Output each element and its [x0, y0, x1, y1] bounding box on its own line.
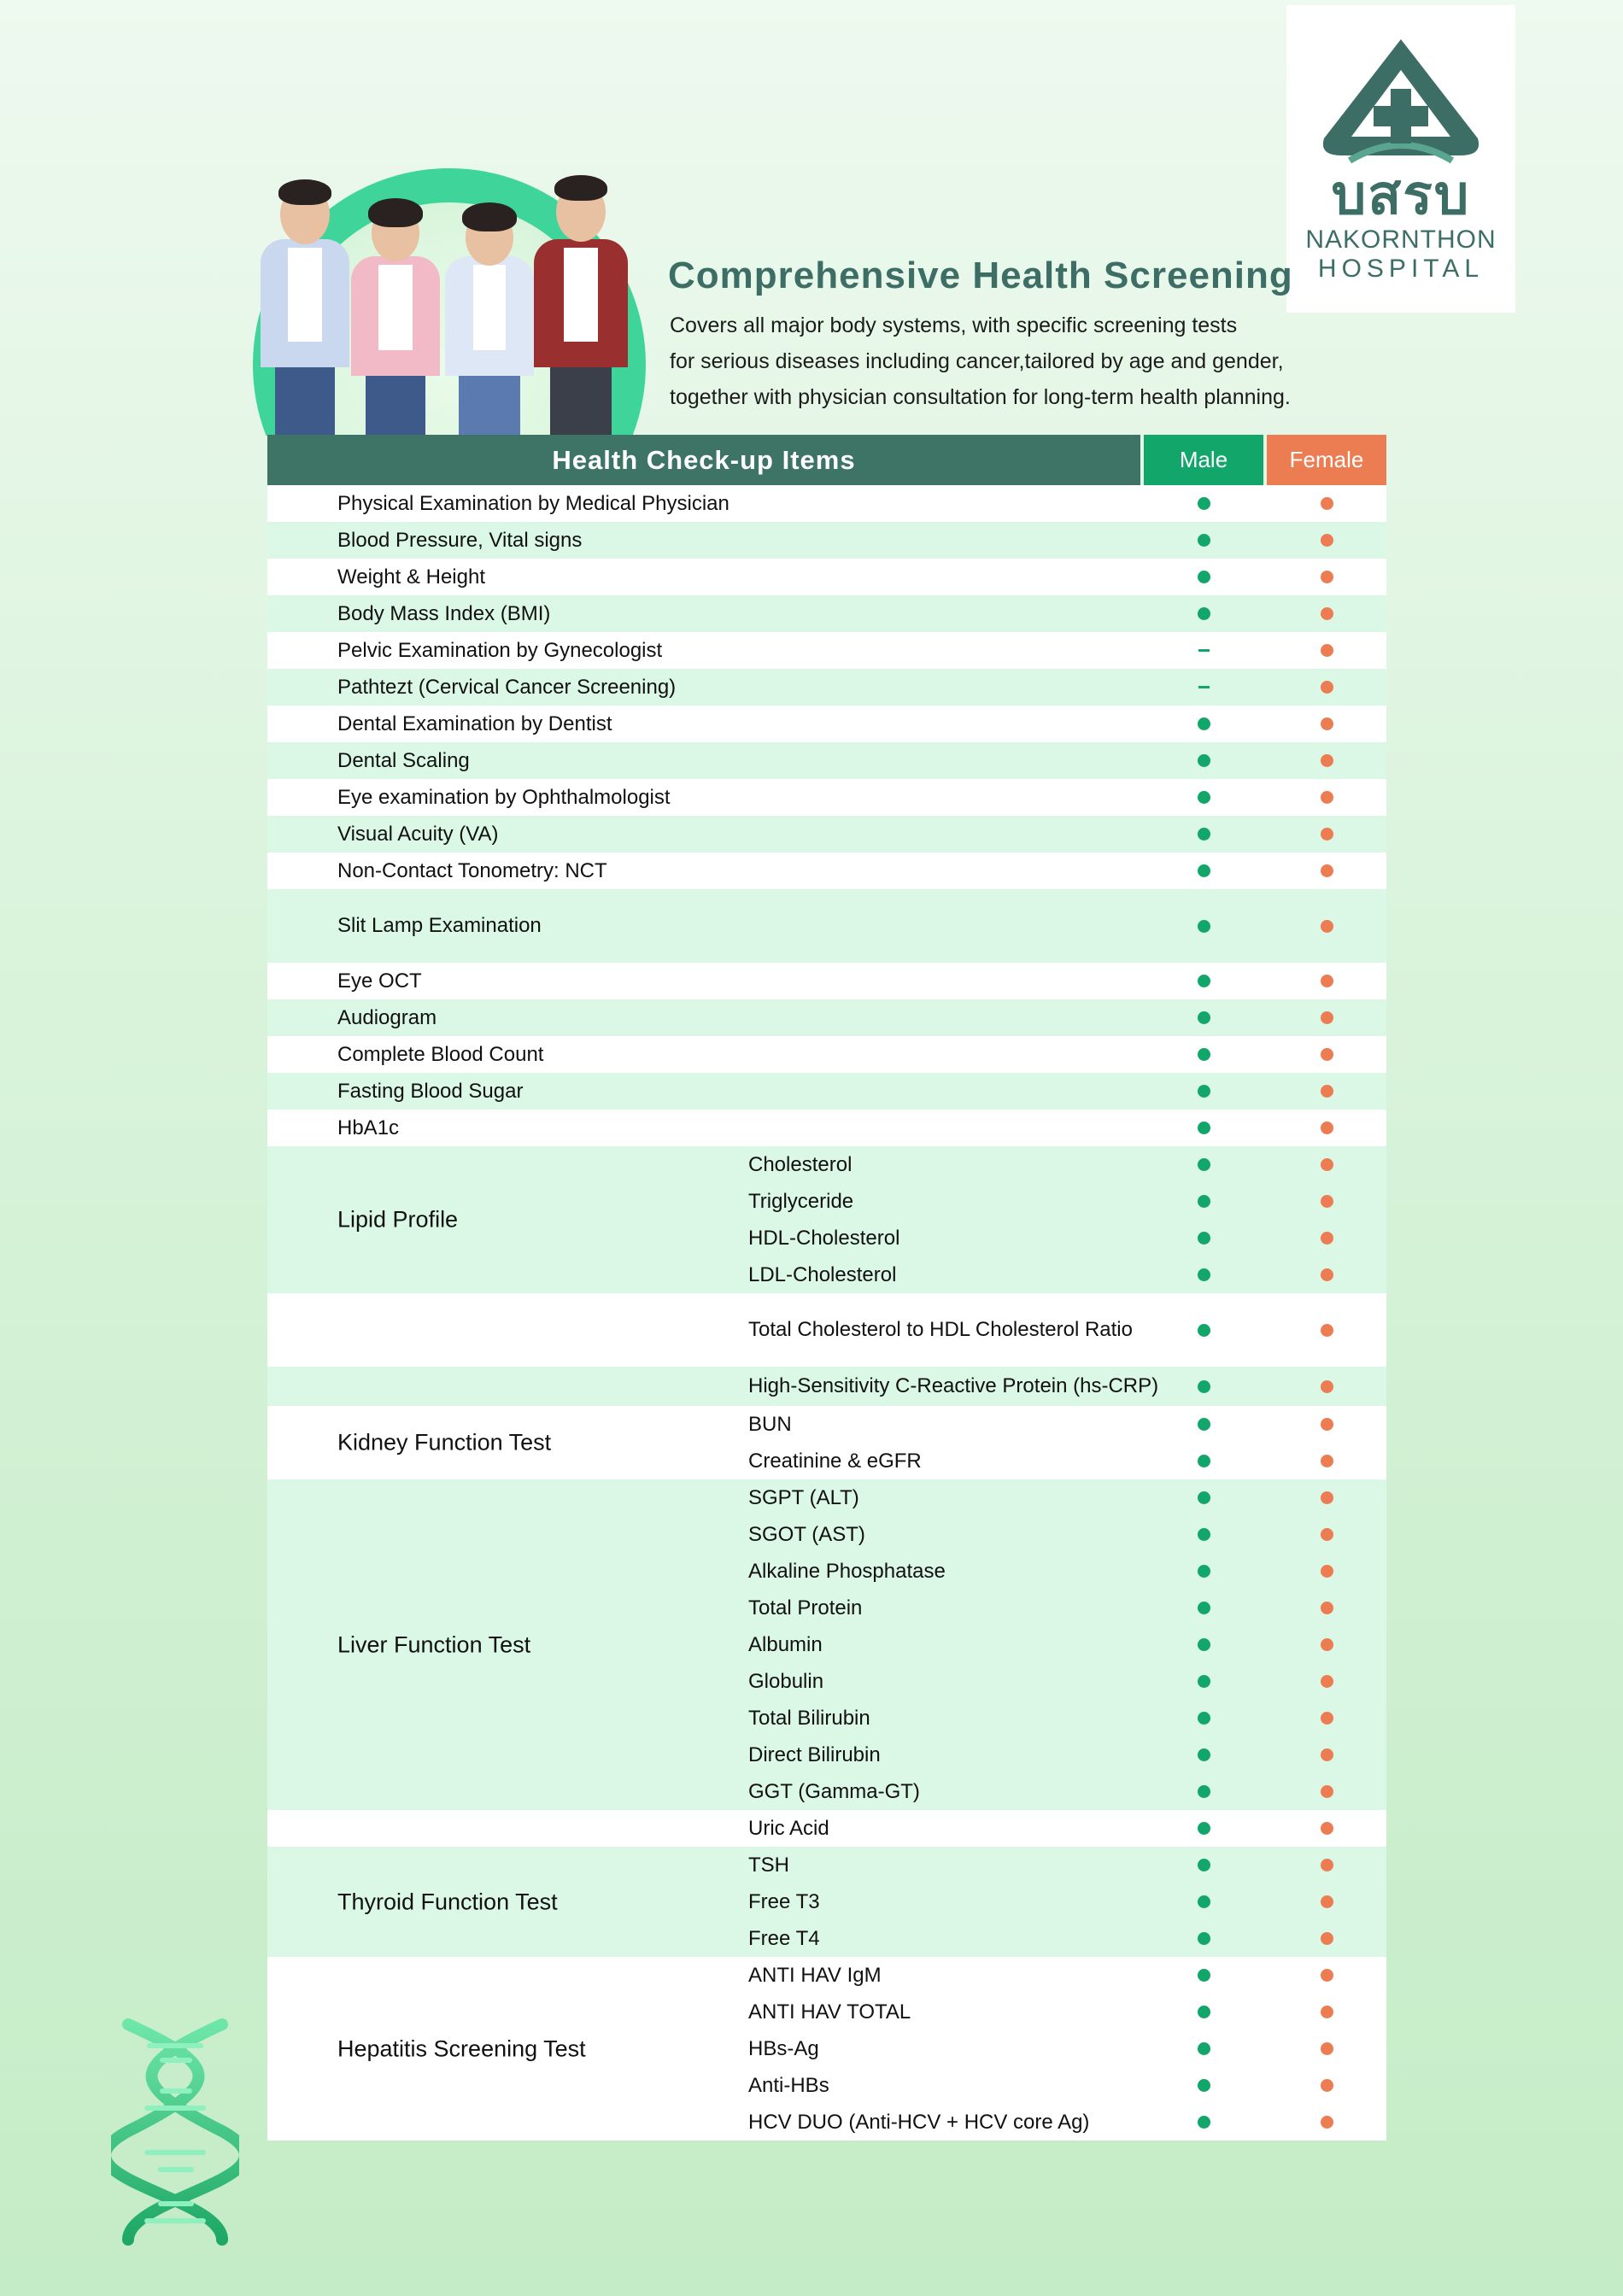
male-included-dot: [1198, 1324, 1210, 1337]
female-included-dot: [1321, 1158, 1333, 1171]
item-label: Pathtezt (Cervical Cancer Screening): [337, 675, 677, 699]
female-cell: [1267, 1293, 1386, 1367]
sub-item-label: Anti-HBs: [748, 2073, 829, 2097]
female-cell: [1267, 1183, 1386, 1220]
sub-item-label: Cholesterol: [748, 1152, 853, 1176]
male-cell: [1144, 559, 1263, 595]
female-cell: [1267, 889, 1386, 963]
hospital-logo: [1286, 5, 1515, 313]
hepatitis-group-label: Hepatitis Screening Test: [337, 2035, 586, 2061]
sub-item-label: Free T4: [748, 1926, 820, 1950]
lipid-group: [267, 1146, 1386, 1293]
female-cell: [1267, 1590, 1386, 1626]
liver-group: [267, 1479, 1386, 1810]
male-cell: [1144, 522, 1263, 559]
female-cell: [1267, 595, 1386, 632]
female-included-dot: [1321, 1565, 1333, 1578]
male-cell: [1144, 669, 1263, 706]
male-cell: [1144, 1479, 1263, 1516]
female-included-dot: [1321, 1048, 1333, 1061]
sub-item-label: Free T3: [748, 1889, 820, 1913]
table-row: [267, 1773, 1386, 1810]
male-included-dot: [1198, 1455, 1210, 1467]
thyroid-group-label: Thyroid Function Test: [337, 1889, 558, 1914]
male-cell: [1144, 1553, 1263, 1590]
male-cell: [1144, 1406, 1263, 1443]
female-included-dot: [1321, 534, 1333, 547]
item-label: Audiogram: [337, 1005, 437, 1029]
male-cell: [1144, 1847, 1263, 1883]
female-cell: [1267, 485, 1386, 522]
male-cell: [1144, 2104, 1263, 2141]
female-included-dot: [1321, 644, 1333, 657]
table-row: [267, 1516, 1386, 1553]
male-cell: [1144, 485, 1263, 522]
table-row: [267, 816, 1386, 852]
header-female: Female: [1267, 435, 1386, 485]
table-row: [267, 669, 1386, 706]
male-cell: [1144, 1367, 1263, 1406]
female-cell: [1267, 1994, 1386, 2030]
item-label: Non-Contact Tonometry: NCT: [337, 858, 607, 882]
table-row: [267, 1367, 1386, 1406]
female-cell: [1267, 1443, 1386, 1479]
male-included-dot: [1198, 828, 1210, 840]
female-cell: [1267, 522, 1386, 559]
female-cell: [1267, 1516, 1386, 1553]
male-cell: [1144, 1220, 1263, 1256]
sub-item-label: LDL-Cholesterol: [748, 1262, 897, 1286]
female-cell: [1267, 1220, 1386, 1256]
female-included-dot: [1321, 791, 1333, 804]
table-row: [267, 1847, 1386, 1883]
female-cell: [1267, 1146, 1386, 1183]
table-row: [267, 559, 1386, 595]
male-cell: [1144, 1073, 1263, 1110]
female-included-dot: [1321, 2042, 1333, 2055]
female-included-dot: [1321, 2006, 1333, 2018]
female-included-dot: [1321, 1491, 1333, 1504]
male-cell: [1144, 1957, 1263, 1994]
sub-item-label: HCV DUO (Anti-HCV + HCV core Ag): [748, 2110, 1090, 2134]
female-cell: [1267, 1073, 1386, 1110]
table-row: [267, 1293, 1386, 1367]
table-header: [267, 435, 1386, 485]
male-cell: [1144, 779, 1263, 816]
female-included-dot: [1321, 2116, 1333, 2129]
female-cell: [1267, 1883, 1386, 1920]
male-cell: [1144, 963, 1263, 999]
table-row: [267, 1036, 1386, 1073]
male-cell: [1144, 1516, 1263, 1553]
sub-item-label: ANTI HAV TOTAL: [748, 2000, 911, 2024]
female-included-dot: [1321, 1638, 1333, 1651]
male-included-dot: [1198, 754, 1210, 767]
male-included-dot: [1198, 1048, 1210, 1061]
sub-item-label: BUN: [748, 1412, 792, 1436]
sub-item-label: Total Bilirubin: [748, 1706, 870, 1730]
table-row: [267, 1073, 1386, 1110]
female-included-dot: [1321, 1748, 1333, 1761]
male-included-dot: [1198, 1528, 1210, 1541]
male-cell: [1144, 1036, 1263, 1073]
table-row: [267, 1590, 1386, 1626]
item-label: Visual Acuity (VA): [337, 822, 499, 846]
female-included-dot: [1321, 571, 1333, 583]
item-label: Weight & Height: [337, 565, 485, 589]
female-included-dot: [1321, 681, 1333, 694]
male-included-dot: [1198, 1675, 1210, 1688]
male-included-dot: [1198, 920, 1210, 933]
male-cell: [1144, 742, 1263, 779]
table-row: [267, 1957, 1386, 1994]
male-included-dot: [1198, 1859, 1210, 1871]
table-body: [267, 485, 1386, 2141]
table-row: [267, 1110, 1386, 1146]
female-cell: [1267, 559, 1386, 595]
sub-item-label: TSH: [748, 1853, 789, 1877]
male-included-dot: [1198, 1158, 1210, 1171]
female-cell: [1267, 852, 1386, 889]
female-included-dot: [1321, 1528, 1333, 1541]
table-row: [267, 1994, 1386, 2030]
female-included-dot: [1321, 754, 1333, 767]
male-cell: [1144, 1626, 1263, 1663]
table-row: [267, 999, 1386, 1036]
checkup-table: [267, 435, 1386, 2141]
table-row: [267, 1810, 1386, 1847]
male-included-dot: [1198, 2006, 1210, 2018]
female-cell: [1267, 999, 1386, 1036]
female-cell: [1267, 2030, 1386, 2067]
page-description: [670, 308, 1302, 415]
female-included-dot: [1321, 920, 1333, 933]
male-included-dot: [1198, 497, 1210, 510]
table-row: [267, 1737, 1386, 1773]
table-row: [267, 1256, 1386, 1293]
female-cell: [1267, 1110, 1386, 1146]
female-included-dot: [1321, 718, 1333, 730]
male-cell: [1144, 1663, 1263, 1700]
male-included-dot: [1198, 1638, 1210, 1651]
female-included-dot: [1321, 864, 1333, 877]
female-included-dot: [1321, 1195, 1333, 1208]
table-row: [267, 742, 1386, 779]
sub-item-label: Total Cholesterol to HDL Cholesterol Ratio: [748, 1318, 1133, 1341]
header-items: Health Check-up Items: [267, 435, 1140, 485]
male-included-dot: [1198, 571, 1210, 583]
male-included-dot: [1198, 1085, 1210, 1098]
female-included-dot: [1321, 607, 1333, 620]
male-included-dot: [1198, 1785, 1210, 1798]
item-label: Body Mass Index (BMI): [337, 601, 551, 625]
female-included-dot: [1321, 1712, 1333, 1725]
female-cell: [1267, 1700, 1386, 1737]
sub-item-label: Uric Acid: [748, 1816, 829, 1840]
female-cell: [1267, 1479, 1386, 1516]
kidney-group-label: Kidney Function Test: [337, 1429, 552, 1456]
female-included-dot: [1321, 828, 1333, 840]
male-included-dot: [1198, 1380, 1210, 1393]
table-row: [267, 1553, 1386, 1590]
male-included-dot: [1198, 1565, 1210, 1578]
table-row: [267, 706, 1386, 742]
table-row: [267, 963, 1386, 999]
female-cell: [1267, 1553, 1386, 1590]
sub-item-label: HBs-Ag: [748, 2036, 819, 2060]
male-cell: [1144, 1883, 1263, 1920]
table-row: [267, 632, 1386, 669]
male-cell: [1144, 595, 1263, 632]
sub-item-label: SGPT (ALT): [748, 1485, 859, 1509]
female-cell: [1267, 1036, 1386, 1073]
male-included-dot: [1198, 1895, 1210, 1908]
male-cell: [1144, 1256, 1263, 1293]
female-cell: [1267, 816, 1386, 852]
item-label: Eye OCT: [337, 969, 422, 993]
female-cell: [1267, 1810, 1386, 1847]
female-cell: [1267, 632, 1386, 669]
male-included-dot: [1198, 1122, 1210, 1134]
female-included-dot: [1321, 1859, 1333, 1871]
hospital-logo-icon: [1315, 36, 1486, 164]
female-cell: [1267, 963, 1386, 999]
female-included-dot: [1321, 1895, 1333, 1908]
thyroid-group: [267, 1847, 1386, 1957]
male-cell: [1144, 1293, 1263, 1367]
female-included-dot: [1321, 1324, 1333, 1337]
female-cell: [1267, 1773, 1386, 1810]
male-included-dot: [1198, 791, 1210, 804]
male-cell: [1144, 2067, 1263, 2104]
female-included-dot: [1321, 1602, 1333, 1614]
female-cell: [1267, 1737, 1386, 1773]
male-cell: [1144, 1110, 1263, 1146]
male-cell: [1144, 2030, 1263, 2067]
item-label: Eye examination by Ophthalmologist: [337, 785, 671, 809]
hepatitis-group: [267, 1957, 1386, 2141]
male-included-dot: [1198, 1195, 1210, 1208]
sub-item-label: Albumin: [748, 1632, 823, 1656]
female-cell: [1267, 742, 1386, 779]
male-included-dot: [1198, 718, 1210, 730]
female-included-dot: [1321, 497, 1333, 510]
male-included-dot: [1198, 1932, 1210, 1945]
lipid-group-label: Lipid Profile: [337, 1206, 459, 1233]
table-row: [267, 889, 1386, 963]
item-label: Blood Pressure, Vital signs: [337, 528, 583, 552]
male-cell: [1144, 1443, 1263, 1479]
table-row: [267, 852, 1386, 889]
female-cell: [1267, 1626, 1386, 1663]
female-cell: [1267, 1367, 1386, 1406]
table-row: [267, 779, 1386, 816]
sub-item-label: Triglyceride: [748, 1189, 854, 1213]
male-included-dot: [1198, 2116, 1210, 2129]
male-included-dot: [1198, 975, 1210, 987]
female-included-dot: [1321, 1122, 1333, 1134]
male-included-dot: [1198, 607, 1210, 620]
male-cell: [1144, 1994, 1263, 2030]
dna-helix-icon: [111, 2016, 239, 2246]
male-cell: [1144, 1920, 1263, 1957]
female-included-dot: [1321, 1969, 1333, 1982]
male-included-dot: [1198, 534, 1210, 547]
item-label: HbA1c: [337, 1116, 400, 1139]
male-cell: [1144, 1737, 1263, 1773]
female-cell: [1267, 1256, 1386, 1293]
desc-line-1: Covers all major body systems, with specific screening tests: [670, 313, 1238, 337]
table-row: [267, 1920, 1386, 1957]
table-row: [267, 2104, 1386, 2141]
header-male: Male: [1144, 435, 1263, 485]
female-included-dot: [1321, 1232, 1333, 1245]
table-row: [267, 1479, 1386, 1516]
female-cell: [1267, 1663, 1386, 1700]
male-cell: [1144, 1590, 1263, 1626]
desc-line-2: for serious diseases including cancer,tailored by age and gender,: [670, 349, 1284, 373]
sub-item-label: Total Protein: [748, 1596, 863, 1620]
female-included-dot: [1321, 1455, 1333, 1467]
female-cell: [1267, 779, 1386, 816]
female-included-dot: [1321, 2079, 1333, 2092]
hero-illustration: [248, 158, 658, 436]
male-cell: [1144, 999, 1263, 1036]
table-row: [267, 522, 1386, 559]
logo-name-line1: NAKORNTHON: [1305, 226, 1497, 254]
female-included-dot: [1321, 1011, 1333, 1024]
person-3: [442, 201, 536, 436]
item-label: Slit Lamp Examination: [337, 914, 542, 937]
table-row: [267, 1700, 1386, 1737]
male-cell: [1144, 852, 1263, 889]
male-cell: [1144, 632, 1263, 669]
sub-item-label: ANTI HAV IgM: [748, 1963, 882, 1987]
female-cell: [1267, 1957, 1386, 1994]
item-label: Pelvic Examination by Gynecologist: [337, 638, 663, 662]
male-cell: [1144, 1810, 1263, 1847]
female-cell: [1267, 1406, 1386, 1443]
male-cell: [1144, 706, 1263, 742]
item-label: Complete Blood Count: [337, 1042, 544, 1066]
person-2: [349, 196, 442, 436]
female-included-dot: [1321, 1268, 1333, 1281]
female-included-dot: [1321, 1085, 1333, 1098]
male-included-dot: [1198, 1418, 1210, 1431]
male-included-dot: [1198, 1232, 1210, 1245]
female-cell: [1267, 2104, 1386, 2141]
item-label: Dental Examination by Dentist: [337, 712, 612, 735]
male-included-dot: [1198, 2042, 1210, 2055]
sub-item-label: SGOT (AST): [748, 1522, 865, 1546]
logo-thai-text: บสรบ: [1331, 164, 1471, 226]
sub-item-label: High-Sensitivity C-Reactive Protein (hs-CRP): [748, 1374, 1159, 1397]
item-label: Physical Examination by Medical Physician: [337, 491, 729, 515]
female-included-dot: [1321, 1785, 1333, 1798]
female-included-dot: [1321, 1822, 1333, 1835]
table-row: [267, 485, 1386, 522]
female-cell: [1267, 706, 1386, 742]
kidney-group: [267, 1406, 1386, 1479]
male-included-dot: [1198, 1602, 1210, 1614]
female-included-dot: [1321, 1675, 1333, 1688]
sub-item-label: Creatinine & eGFR: [748, 1449, 922, 1473]
male-not-included-dash: [1198, 649, 1210, 652]
male-cell: [1144, 1773, 1263, 1810]
male-included-dot: [1198, 864, 1210, 877]
sub-item-label: HDL-Cholesterol: [748, 1226, 900, 1250]
sub-item-label: Direct Bilirubin: [748, 1742, 881, 1766]
male-cell: [1144, 816, 1263, 852]
male-included-dot: [1198, 1969, 1210, 1982]
female-cell: [1267, 1847, 1386, 1883]
sub-item-label: Alkaline Phosphatase: [748, 1559, 946, 1583]
female-included-dot: [1321, 1418, 1333, 1431]
female-included-dot: [1321, 975, 1333, 987]
table-row: [267, 595, 1386, 632]
female-included-dot: [1321, 1380, 1333, 1393]
page-title: Comprehensive Health Screening: [668, 255, 1293, 296]
person-4: [530, 175, 632, 436]
male-cell: [1144, 1146, 1263, 1183]
table-row: [267, 2067, 1386, 2104]
liver-group-label: Liver Function Test: [337, 1631, 531, 1657]
female-cell: [1267, 1920, 1386, 1957]
male-included-dot: [1198, 1748, 1210, 1761]
male-not-included-dash: [1198, 686, 1210, 688]
table-row: [267, 1663, 1386, 1700]
female-cell: [1267, 669, 1386, 706]
logo-name-line2: HOSPITAL: [1317, 255, 1485, 283]
table-row: [267, 1146, 1386, 1183]
female-included-dot: [1321, 1932, 1333, 1945]
male-included-dot: [1198, 1712, 1210, 1725]
male-included-dot: [1198, 1268, 1210, 1281]
desc-line-3: together with physician consultation for long-term health planning.: [670, 385, 1291, 409]
male-included-dot: [1198, 2079, 1210, 2092]
female-cell: [1267, 2067, 1386, 2104]
item-label: Fasting Blood Sugar: [337, 1079, 524, 1103]
male-cell: [1144, 1183, 1263, 1220]
sub-item-label: GGT (Gamma-GT): [748, 1779, 920, 1803]
male-included-dot: [1198, 1822, 1210, 1835]
item-label: Dental Scaling: [337, 748, 470, 772]
sub-item-label: Globulin: [748, 1669, 824, 1693]
male-included-dot: [1198, 1491, 1210, 1504]
male-included-dot: [1198, 1011, 1210, 1024]
male-cell: [1144, 1700, 1263, 1737]
male-cell: [1144, 889, 1263, 963]
person-1: [258, 179, 352, 436]
